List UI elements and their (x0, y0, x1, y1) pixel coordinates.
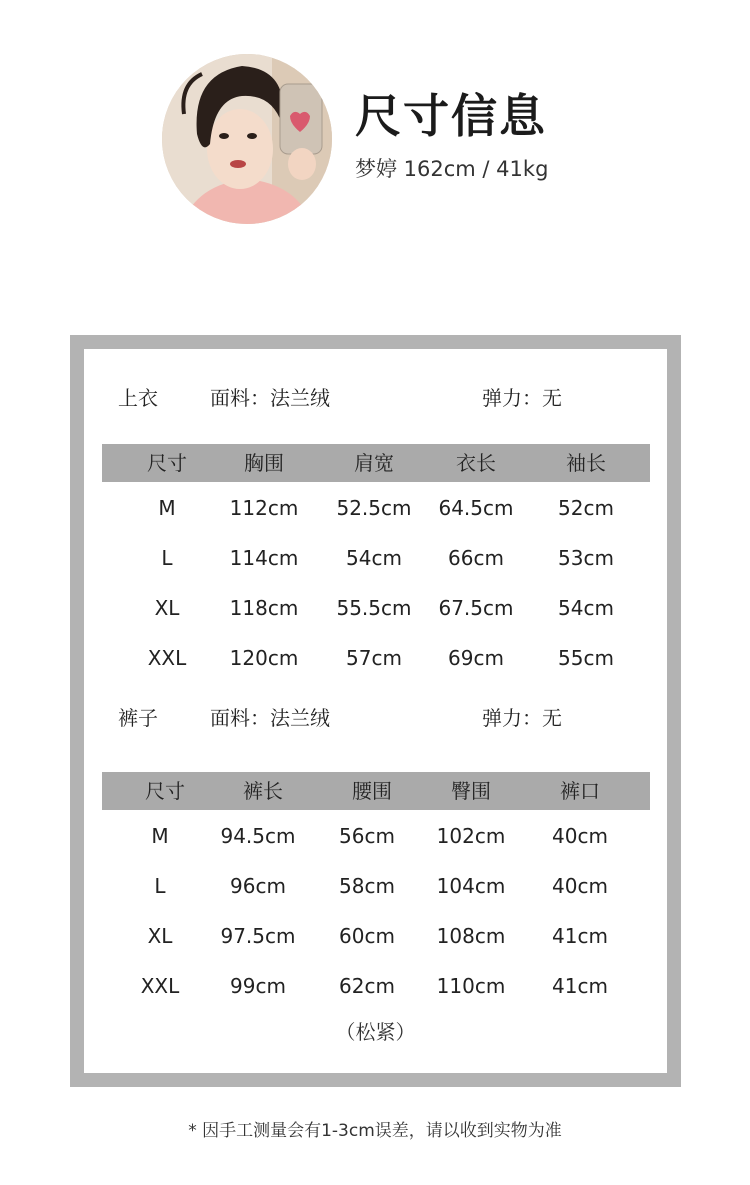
table-cell: 52.5cm (336, 496, 412, 520)
table-cell: XXL (147, 646, 187, 670)
table-cell: 112cm (229, 496, 299, 520)
table-cell: XL (154, 596, 180, 620)
table-cell: 97.5cm (220, 924, 296, 948)
table-row (102, 916, 650, 956)
table-header-cell: 袖长 (566, 451, 606, 475)
pants-section-header (84, 703, 667, 733)
pants-label: 裤子 (118, 706, 158, 730)
table-cell: M (158, 496, 176, 520)
table-cell: 54cm (558, 596, 614, 620)
table-cell: XL (147, 924, 173, 948)
table-cell: 120cm (229, 646, 299, 670)
table-cell: 66cm (448, 546, 504, 570)
table-cell: 108cm (436, 924, 506, 948)
table-header-cell: 裤长 (243, 779, 283, 803)
table-cell: XXL (140, 974, 180, 998)
top-table-header (102, 444, 650, 482)
size-chart-frame (70, 335, 681, 1087)
top-section-header (84, 383, 667, 413)
table-row (102, 638, 650, 678)
table-header-cell: 裤口 (560, 779, 600, 803)
table-cell: 62cm (339, 974, 395, 998)
model-info: 梦婷 162cm / 41kg (355, 157, 549, 181)
table-cell: 69cm (448, 646, 504, 670)
model-avatar (162, 54, 332, 224)
table-cell: 96cm (230, 874, 286, 898)
pants-elasticity: 弹力：无 (482, 706, 562, 730)
table-header-cell: 腰围 (352, 779, 392, 803)
table-cell: 40cm (552, 874, 608, 898)
top-fabric: 面料：法兰绒 (210, 386, 330, 410)
table-cell: M (151, 824, 169, 848)
table-cell: 60cm (339, 924, 395, 948)
table-cell: 41cm (552, 924, 608, 948)
table-cell: 102cm (436, 824, 506, 848)
table-row (102, 966, 650, 1006)
table-cell: 114cm (229, 546, 299, 570)
table-cell: 57cm (346, 646, 402, 670)
waist-note: （松紧） (335, 1020, 416, 1044)
table-cell: 99cm (230, 974, 286, 998)
table-header-cell: 肩宽 (354, 451, 394, 475)
table-row (102, 866, 650, 906)
table-cell: 58cm (339, 874, 395, 898)
table-header-cell: 臀围 (451, 779, 491, 803)
pants-table-header (102, 772, 650, 810)
table-cell: 56cm (339, 824, 395, 848)
table-cell: 110cm (436, 974, 506, 998)
table-cell: 64.5cm (438, 496, 514, 520)
table-cell: 52cm (558, 496, 614, 520)
table-row (102, 538, 650, 578)
page-title: 尺寸信息 (355, 89, 547, 143)
measurement-disclaimer: * 因手工测量会有1-3cm误差，请以收到实物为准 (188, 1121, 562, 1141)
table-cell: L (161, 546, 173, 570)
table-row (102, 488, 650, 528)
table-cell: 67.5cm (438, 596, 514, 620)
size-chart-panel (84, 349, 667, 1073)
table-header-cell: 衣长 (456, 451, 496, 475)
top-elasticity: 弹力：无 (482, 386, 562, 410)
table-cell: 41cm (552, 974, 608, 998)
table-header-cell: 尺寸 (145, 779, 185, 803)
table-cell: 118cm (229, 596, 299, 620)
table-row (102, 816, 650, 856)
table-cell: 94.5cm (220, 824, 296, 848)
pants-fabric: 面料：法兰绒 (210, 706, 330, 730)
table-cell: 55.5cm (336, 596, 412, 620)
table-cell: 54cm (346, 546, 402, 570)
top-label: 上衣 (118, 386, 158, 410)
table-cell: L (154, 874, 166, 898)
table-cell: 53cm (558, 546, 614, 570)
table-row (102, 588, 650, 628)
table-cell: 104cm (436, 874, 506, 898)
table-cell: 40cm (552, 824, 608, 848)
table-header-cell: 胸围 (244, 451, 284, 475)
table-header-cell: 尺寸 (147, 451, 187, 475)
table-cell: 55cm (558, 646, 614, 670)
